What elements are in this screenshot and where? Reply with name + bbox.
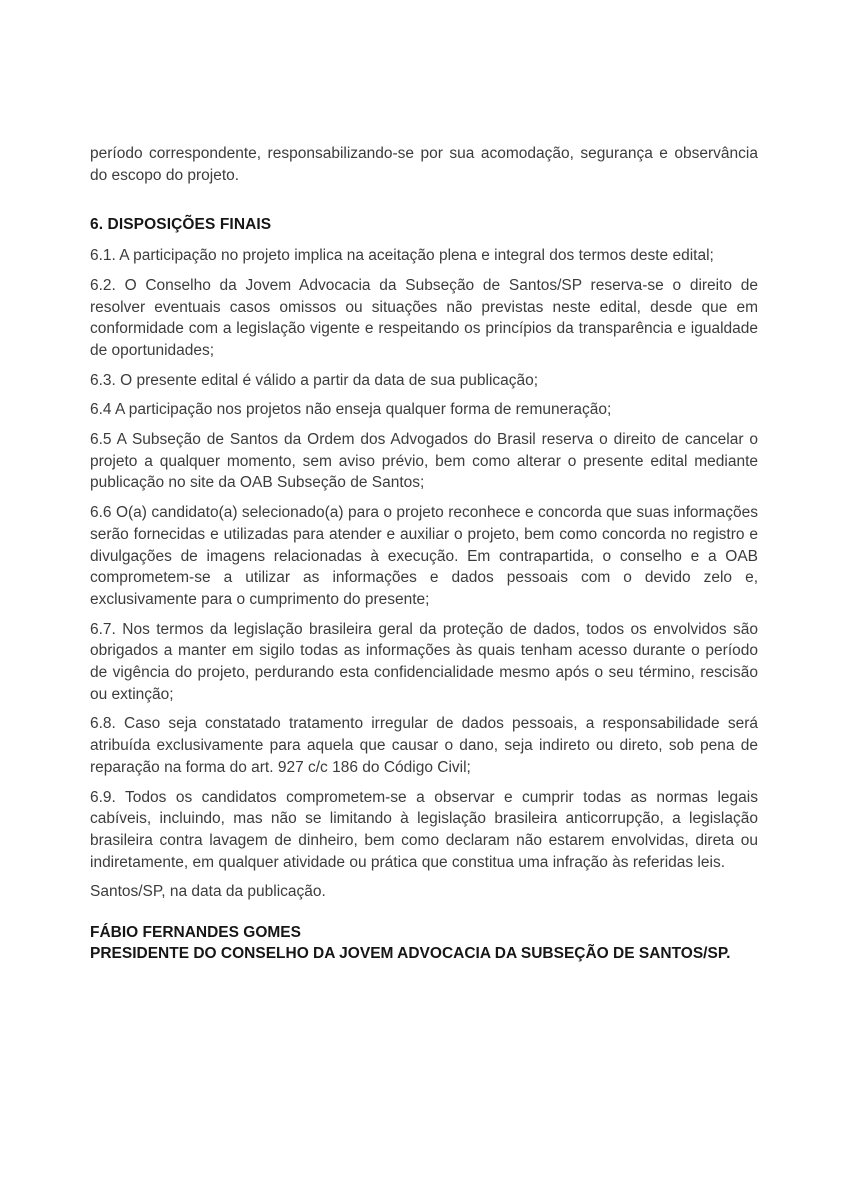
clause-6-1: 6.1. A participação no projeto implica na aceitação plena e integral dos termos deste edital; bbox=[90, 247, 714, 265]
section-heading: 6. DISPOSIÇÕES FINAIS bbox=[90, 216, 272, 234]
intro-paragraph: período correspondente, responsabilizando-se por sua acomodação, segurança e observância do escopo do projeto. bbox=[90, 145, 758, 184]
clause-6-2: 6.2. O Conselho da Jovem Advocacia da Subseção de Santos/SP reserva-se o direito de resolver eventuais casos omissos ou situações não previstas neste edital, desde que em conformidade com a legislação vigente e respeitando os princípios da transparência e igualdade de oportunidades; bbox=[90, 276, 758, 359]
clause-6-8: 6.8. Caso seja constatado tratamento irregular de dados pessoais, a responsabilidade será atribuída exclusivamente para aquela que causar o dano, seja indireto ou direto, sob pena de reparação na forma do art. 927 c/c 186 do Código Civil; bbox=[90, 715, 758, 776]
signature-name: FÁBIO FERNANDES GOMES bbox=[90, 924, 301, 942]
signature-title: PRESIDENTE DO CONSELHO DA JOVEM ADVOCACIA DA SUBSEÇÃO DE SANTOS/SP. bbox=[90, 944, 731, 962]
clause-6-9: 6.9. Todos os candidatos comprometem-se a observar e cumprir todas as normas legais cabíveis, incluindo, mas não se limitando à legislação brasileira anticorrupção, a legislação brasileira contra lavagem de dinheiro, bem como declaram não estarem envolvidas, direta ou indiretamente, em qualquer atividade ou prática que constitua uma infração às referidas leis. bbox=[90, 788, 758, 871]
document-content bbox=[90, 143, 758, 964]
signature-block bbox=[90, 923, 758, 964]
clause-6-7: 6.7. Nos termos da legislação brasileira geral da proteção de dados, todos os envolvidos são obrigados a manter em sigilo todas as informações às quais tenham acesso durante o período de vigência do projeto, perdurando esta confidencialidade mesmo após o seu término, rescisão ou extinção; bbox=[90, 620, 758, 703]
clause-6-3: 6.3. O presente edital é válido a partir da data de sua publicação; bbox=[90, 371, 539, 389]
closing-line: Santos/SP, na data da publicação. bbox=[90, 883, 326, 901]
clause-6-6: 6.6 O(a) candidato(a) selecionado(a) para o projeto reconhece e concorda que suas informações serão fornecidas e utilizadas para atender e auxiliar o projeto, bem como concorda no registro e divulgações de imagens relacionadas à execução. Em contrapartida, o conselho e a OAB comprometem-se a utilizar as informações e dados pessoais com o devido zelo e, exclusivamente para o cumprimento do presente; bbox=[90, 504, 758, 608]
clause-6-5: 6.5 A Subseção de Santos da Ordem dos Advogados do Brasil reserva o direito de cancelar o projeto a qualquer momento, sem aviso prévio, bem como alterar o presente edital mediante publicação no site da OAB Subseção de Santos; bbox=[90, 431, 758, 492]
clause-6-4: 6.4 A participação nos projetos não enseja qualquer forma de remuneração; bbox=[90, 401, 612, 419]
